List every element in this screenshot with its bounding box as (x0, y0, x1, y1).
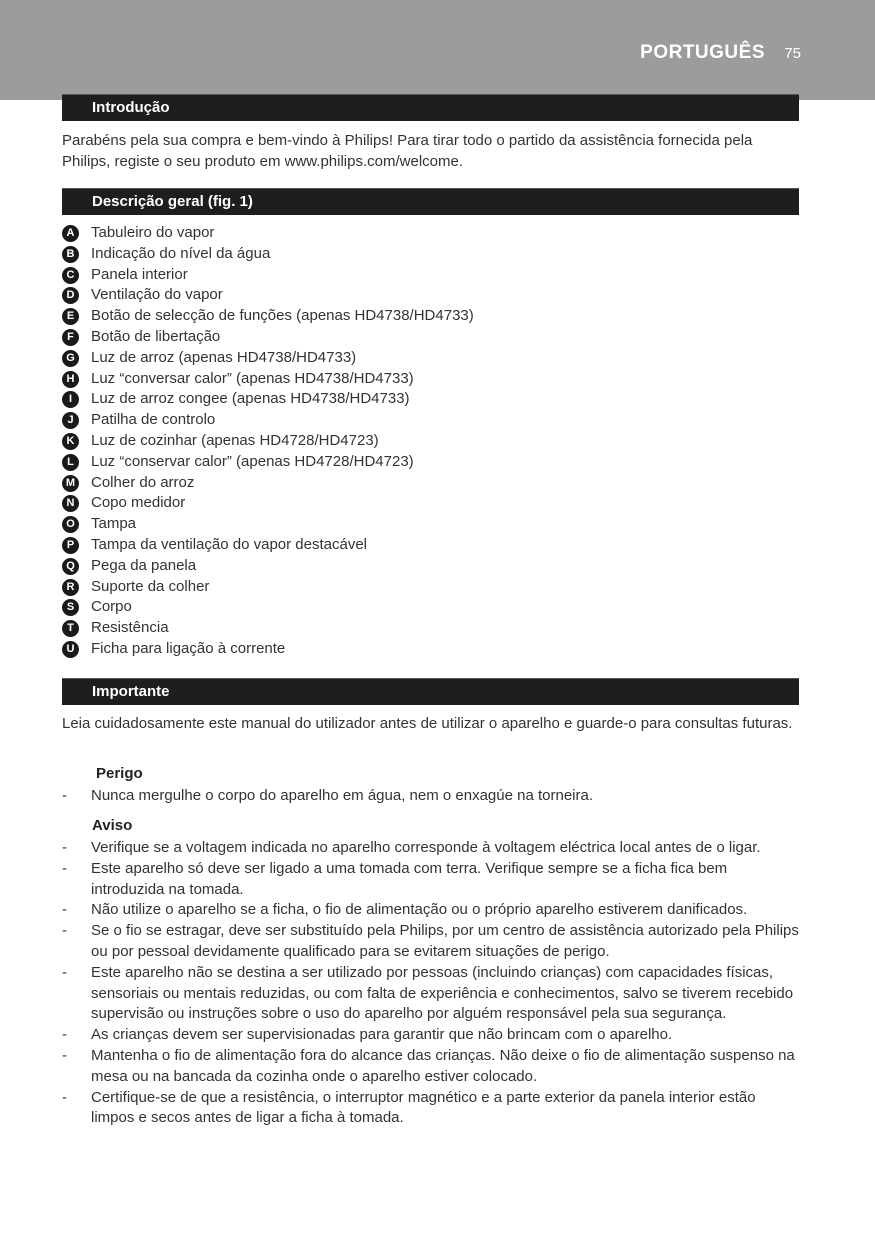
list-item (62, 223, 802, 244)
warning-heading: Aviso (92, 817, 133, 834)
list-item (62, 265, 802, 286)
parts-list (62, 223, 802, 660)
list-item: - Certifique-se de que a resistência, o interruptor magnético e a parte exterior da panela interior estão limpos e secos antes de ligar a ficha à tomada. (62, 1088, 756, 1127)
part-label: Colher do arroz (91, 473, 195, 491)
letter-badge: M (62, 475, 79, 492)
part-label: Patilha de controlo (91, 411, 216, 429)
letter-badge: S (62, 599, 79, 616)
part-label: Luz de arroz (apenas HD4738/HD4733) (91, 348, 357, 366)
section-title: Importante (92, 683, 170, 700)
letter-badge: U (62, 641, 79, 658)
part-label: Suporte da colher (91, 577, 210, 595)
section-title: Introdução (92, 99, 170, 116)
list-item: - Mantenha o fio de alimentação fora do alcance das crianças. Não deixe o fio de alimentação suspenso na mesa ou na bancada da cozinha onde o aparelho estiver colocado. (62, 1046, 795, 1085)
letter-badge: R (62, 579, 79, 596)
danger-list (62, 786, 802, 807)
section-title: Descrição geral (fig. 1) (92, 193, 253, 210)
danger-heading: Perigo (96, 765, 143, 782)
letter-badge: L (62, 454, 79, 471)
header-band (0, 0, 875, 100)
list-item (62, 577, 802, 598)
part-label: Tampa (91, 515, 137, 533)
letter-badge: G (62, 350, 79, 367)
part-label: Panela interior (91, 265, 188, 283)
section-header-intro (62, 94, 799, 121)
list-item (62, 556, 802, 577)
bullet-text: Mantenha o fio de alimentação fora do alcance das crianças. Não deixe o fio de alimentação suspenso na mesa ou na bancada da cozinha onde o aparelho estiver colocado. (91, 1046, 795, 1085)
list-item (62, 452, 802, 473)
part-label: Botão de libertação (91, 327, 221, 345)
letter-badge: A (62, 225, 79, 242)
list-item (62, 285, 802, 306)
part-label: Tabuleiro do vapor (91, 224, 215, 241)
part-label: Tampa da ventilação do vapor destacável (91, 535, 368, 553)
part-label: Corpo (91, 598, 132, 616)
list-item (62, 431, 802, 452)
list-item (62, 514, 802, 535)
letter-badge: P (62, 537, 79, 554)
letter-badge: N (62, 495, 79, 512)
list-item: - Não utilize o aparelho se a ficha, o fio de alimentação ou o próprio aparelho estiverem danificados. (62, 901, 748, 919)
list-item (62, 306, 802, 327)
bullet-text: Este aparelho só deve ser ligado a uma tomada com terra. Verifique sempre se a ficha fica bem introduzida na tomada. (91, 859, 728, 898)
part-label: Luz de cozinhar (apenas HD4728/HD4723) (91, 431, 379, 449)
list-item: - Este aparelho não se destina a ser utilizado por pessoas (incluindo crianças) com capacidades físicas, sensoriais ou mentais reduzidas, ou com falta de experiência e conhecimentos, salvo se tiverem recebido supervisão ou instruções sobre o uso do aparelho por alguém responsável pela sua segurança. (62, 963, 794, 1023)
bullet-text: Se o fio se estragar, deve ser substituído pela Philips, por um centro de assistência autorizado pela Philips ou por pessoal devidamente qualificado para se evitarem situações de perigo. (91, 922, 799, 960)
letter-badge: T (62, 620, 79, 637)
warning-list (62, 838, 802, 1129)
letter-badge: O (62, 516, 79, 533)
important-paragraph: Leia cuidadosamente este manual do utilizador antes de utilizar o aparelho e guarde-o para consultas futuras. (62, 715, 793, 732)
list-item (62, 389, 802, 410)
bullet-text: As crianças devem ser supervisionadas para garantir que não brincam com o aparelho. (91, 1026, 673, 1044)
part-label: Indicação do nível da água (91, 244, 271, 262)
letter-badge: F (62, 329, 79, 346)
letter-badge: E (62, 308, 79, 325)
list-item (62, 327, 802, 348)
list-item (62, 597, 802, 618)
bullet-text: Verifique se a voltagem indicada no aparelho corresponde à voltagem eléctrica local antes de o ligar. (91, 839, 761, 856)
bullet-text: Não utilize o aparelho se a ficha, o fio de alimentação ou o próprio aparelho estiverem danificados. (91, 901, 748, 919)
list-item (62, 639, 802, 660)
bullet-text: Nunca mergulhe o corpo do aparelho em água, nem o enxagúe na torneira. (91, 787, 593, 804)
page-number: 75 (784, 45, 801, 62)
section-header-overview (62, 188, 799, 215)
list-item (62, 410, 802, 431)
bullet-text: Certifique-se de que a resistência, o interruptor magnético e a parte exterior da panela interior estão limpos e secos antes de ligar a ficha à tomada. (91, 1088, 756, 1127)
letter-badge: K (62, 433, 79, 450)
part-label: Luz “conservar calor” (apenas HD4728/HD4723) (91, 452, 414, 470)
letter-badge: J (62, 412, 79, 429)
part-label: Luz de arroz congee (apenas HD4738/HD4733) (91, 390, 410, 408)
list-item: - Nunca mergulhe o corpo do aparelho em água, nem o enxagúe na torneira. (62, 787, 593, 804)
list-item: - Verifique se a voltagem indicada no aparelho corresponde à voltagem eléctrica local antes de o ligar. (62, 839, 761, 856)
part-label: Ventilação do vapor (91, 286, 223, 304)
letter-badge: H (62, 371, 79, 388)
part-label: Copo medidor (91, 494, 186, 512)
bullet-text: Este aparelho não se destina a ser utilizado por pessoas (incluindo crianças) com capacidades físicas, sensoriais ou mentais reduzidas, ou com falta de experiência e conhecimentos, salvo se tiverem recebido supervisão ou instruções sobre o uso do aparelho por alguém responsável pela sua segurança. (91, 963, 794, 1023)
letter-badge: I (62, 391, 79, 408)
list-item (62, 348, 802, 369)
part-label: Pega da panela (91, 556, 197, 574)
part-label: Luz “conversar calor” (apenas HD4738/HD4733) (91, 369, 414, 387)
part-label: Ficha para ligação à corrente (91, 639, 286, 657)
letter-badge: Q (62, 558, 79, 575)
list-item (62, 618, 802, 639)
list-item (62, 473, 802, 494)
section-header-important (62, 678, 799, 705)
list-item: - Se o fio se estragar, deve ser substituído pela Philips, por um centro de assistência autorizado pela Philips ou por pessoal devidamente qualificado para se evitarem situações de perigo. (62, 922, 799, 960)
part-label: Resistência (91, 619, 169, 637)
list-item (62, 369, 802, 390)
list-item (62, 244, 802, 265)
list-item: - As crianças devem ser supervisionadas para garantir que não brincam com o aparelho. (62, 1026, 673, 1044)
list-item (62, 493, 802, 514)
letter-badge: C (62, 267, 79, 284)
list-item: - Este aparelho só deve ser ligado a uma tomada com terra. Verifique sempre se a ficha fica bem introduzida na tomada. (62, 859, 728, 898)
language-label: PORTUGUÊS (640, 42, 765, 63)
intro-paragraph: Parabéns pela sua compra e bem-vindo à Philips! Para tirar todo o partido da assistência fornecida pela Philips, registe o seu produto em www.philips.com/welcome. (62, 132, 753, 170)
part-label: Botão de selecção de funções (apenas HD4738/HD4733) (91, 307, 474, 325)
letter-badge: D (62, 287, 79, 304)
list-item (62, 535, 802, 556)
letter-badge: B (62, 246, 79, 263)
